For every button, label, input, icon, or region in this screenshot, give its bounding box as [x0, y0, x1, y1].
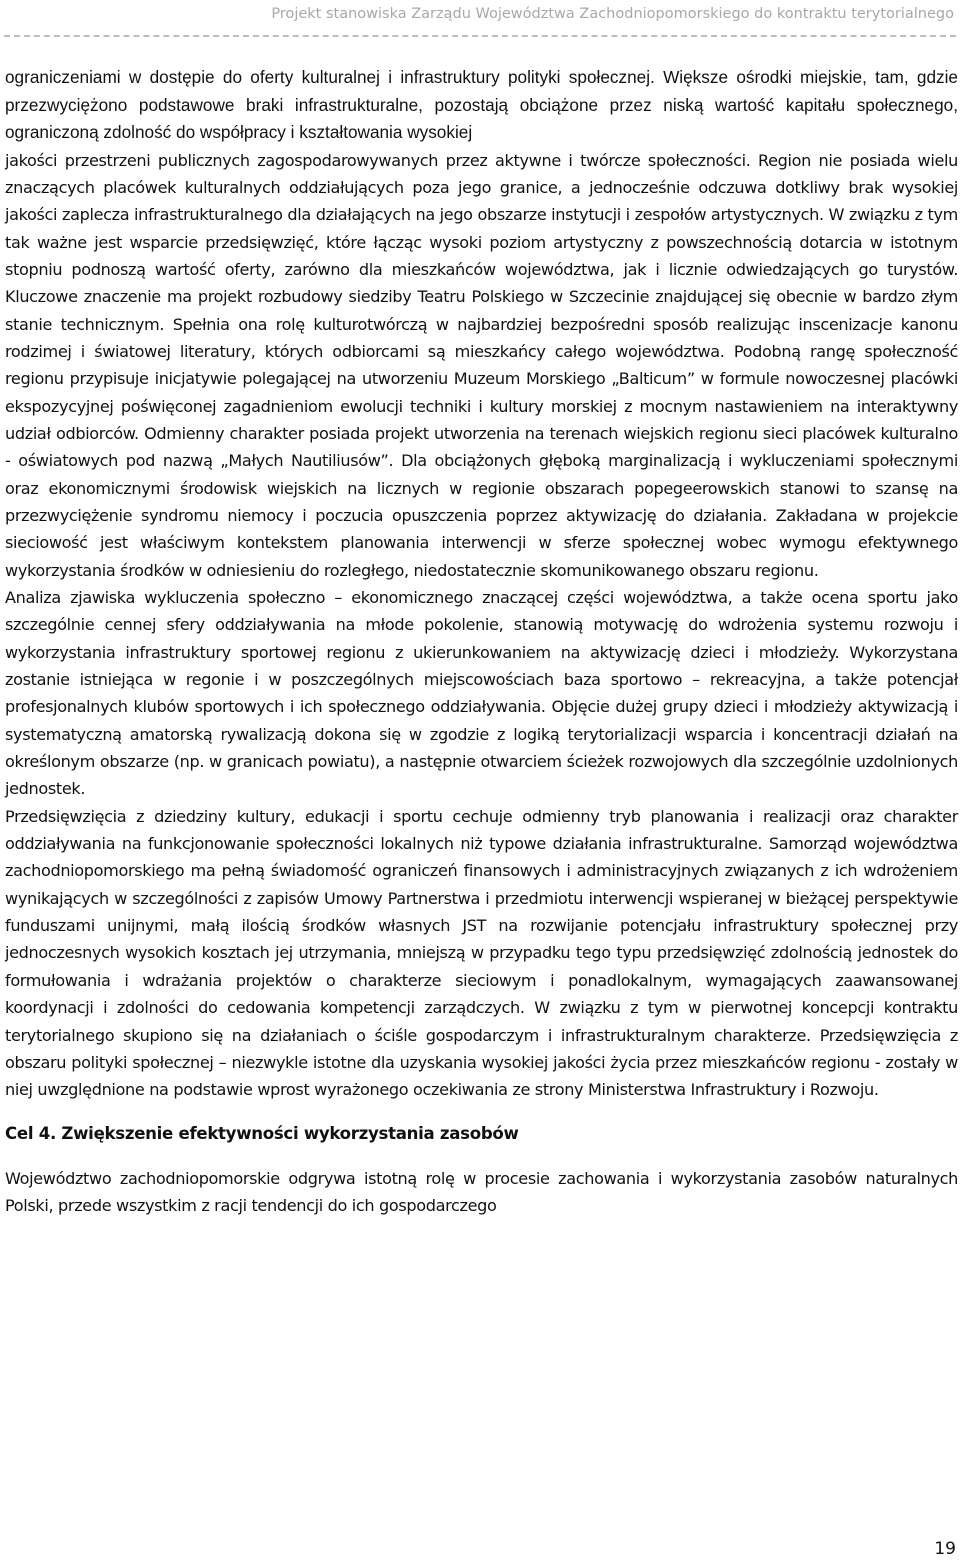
body-paragraph-intro: ograniczeniami w dostępie do oferty kulturalnej i infrastruktury polityki społecznej. Większe ośrodki miejskie, tam, gdzie przezwyciężono podstawowe braki infrastrukturalne, pozostają obciążone przez niską wartość kapitału społecznego, ograniczoną zdolność do współpracy i kształtowania wysokiej: [5, 67, 958, 142]
body-paragraph-culture: jakości przestrzeni publicznych zagospodarowywanych przez aktywne i twórcze społeczności. Region nie posiada wielu znaczących placówek kulturalnych oddziałujących poza jego granice, a jednocześnie odczuwa dotkliwy brak wysokiej jakości zaplecza infrastrukturalnego dla działających na jego obszarze instytucji i zespołów artystycznych. W związku z tym tak ważne jest wsparcie przedsięwzięć, które łącząc wysoki poziom artystyczny z powszechnością dotarcia w istotnym stopniu podnoszą wartość oferty, zarówno dla mieszkańców województwa, jak i licznie odwiedzających go turystów. Kluczowe znaczenie ma projekt rozbudowy siedziby Teatru Polskiego w Szczecinie znajdującej się obecnie w bardzo złym stanie technicznym. Spełnia ona rolę kulturotwórczą w najbardziej bezpośredni sposób realizując inscenizacje kanonu rodzimej i światowej literatury, których odbiorcami są mieszkańcy całego województwa. Podobną rangę społeczność regionu przypisuje inicjatywie polegającej na utworzeniu Muzeum Morskiego „Balticum” w formule nowoczesnej placówki ekspozycyjnej poświęconej zagadnieniom ewolucji techniki i kultury morskiej z mocnym nastawieniem na interaktywny udział odbiorców. Odmienny charakter posiada projekt utworzenia na terenach wiejskich regionu sieci placówek kulturalno - oświatowych pod nazwą „Małych Nautiliusów”. Dla obciążonych głęboką marginalizacją i wykluczeniami społecznymi oraz ekonomicznymi środowisk wiejskich na licznych w regionie obszarach popegeerowskich stanowi to szansę na przezwyciężenie syndromu niemocy i poczucia opuszczenia poprzez aktywizację do działania. Zakładana w projekcie sieciowość jest właściwym kontekstem planowania interwencji w sferze społecznej wobec wymogu efektywnego wykorzystania środków w odniesieniu do rozległego, niedostatecznie skomunikowanego obszaru regionu.: [5, 150, 958, 580]
body-paragraph-resources: Województwo zachodniopomorskie odgrywa istotną rolę w procesie zachowania i wykorzystania zasobów naturalnych Polski, przede wszystkim z racji tendencji do ich gospodarczego: [5, 1168, 958, 1215]
header-divider: [4, 35, 956, 37]
page-number: 19: [934, 1539, 956, 1559]
body-paragraph-sport: Analiza zjawiska wykluczenia społeczno – ekonomicznego znaczącej części województwa, a także ocena sportu jako szczególnie cennej sfery oddziaływania na młode pokolenie, stanowią motywację do wdrożenia systemu rozwoju i wykorzystania infrastruktury sportowej regionu z ukierunkowaniem na aktywizację dzieci i młodzieży. Wykorzystana zostanie istniejąca w regonie i w poszczególnych miejscowościach baza sportowo – rekreacyjna, a także potencjał profesjonalnych klubów sportowych i ich społecznego oddziaływania. Objęcie dużej grupy dzieci i młodzieży aktywizacją i systematyczną amatorską rywalizacją dokona się w zgodzie z logiką terytorializacji wsparcia i koncentracji działań na określonym obszarze (np. w granicach powiatu), a następnie otwarciem ścieżek rozwojowych dla szczególnie uzdolnionych jednostek.: [5, 588, 958, 799]
document-body: [5, 64, 958, 1219]
section-heading: Cel 4. Zwiększenie efektywności wykorzystania zasobów: [5, 1123, 519, 1143]
body-paragraph-planning: Przedsięwzięcia z dziedziny kultury, edukacji i sportu cechuje odmienny tryb planowania i realizacji oraz charakter oddziaływania na funkcjonowanie społeczności lokalnych niż typowe działania infrastrukturalne. Samorząd województwa zachodniopomorskiego ma pełną świadomość ograniczeń finansowych i administracyjnych związanych z ich wdrożeniem wynikających w szczególności z zapisów Umowy Partnerstwa i przedmiotu interwencji wspieranej w bieżącej perspektywie funduszami unijnymi, małą ilością środków własnych JST na rozwijanie potencjału infrastruktury społecznej przy jednoczesnych wysokich kosztach jej utrzymania, mniejszą w przypadku tego typu przedsięwzięć zdolnością jednostek do formułowania i wdrażania projektów o charakterze sieciowym i ponadlokalnym, wymagających zaawansowanej koordynacji i zdolności do cedowania kompetencji zarządczych. W związku z tym w pierwotnej koncepcji kontraktu terytorialnego skupiono się na działaniach o ściśle gospodarczym i infrastrukturalnym charakterze. Przedsięwzięcia z obszaru polityki społecznej – niezwykle istotne dla uzyskania wysokiej jakości życia przez mieszkańców regionu - zostały w niej uwzględnione na podstawie wprost wyrażonego oczekiwania ze strony Ministerstwa Infrastruktury i Rozwoju.: [5, 806, 958, 1100]
running-header: Projekt stanowiska Zarządu Województwa Zachodniopomorskiego do kontraktu terytorialnego: [271, 6, 954, 22]
